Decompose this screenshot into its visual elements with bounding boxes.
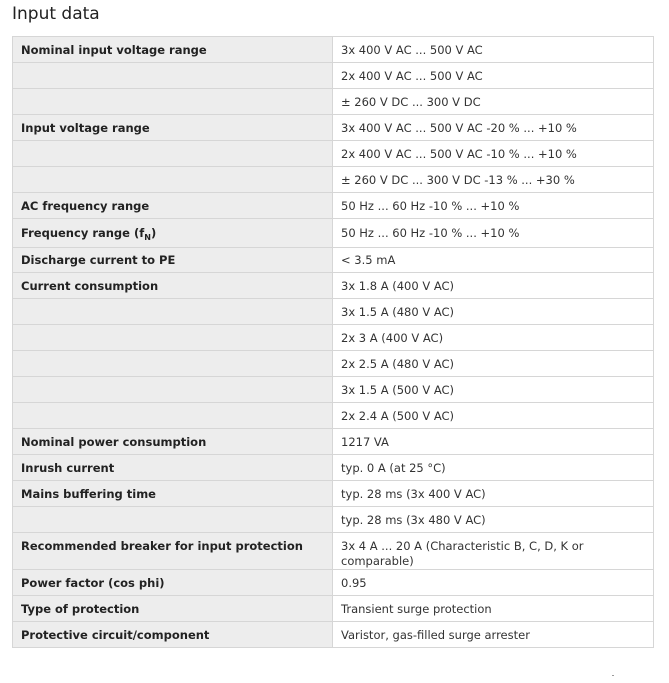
row-value: 0.95 [333,570,654,596]
table-row [13,89,654,115]
input-data-table [12,36,654,648]
row-value: ± 260 V DC ... 300 V DC -13 % ... +30 % [333,167,654,193]
table-row [13,63,654,89]
row-label [13,141,333,167]
row-label [13,403,333,429]
table-row [13,299,654,325]
table-row [13,351,654,377]
table-row [13,533,654,570]
row-value: 3x 400 V AC ... 500 V AC -20 % ... +10 % [333,115,654,141]
row-label: Discharge current to PE [13,248,333,273]
table-row [13,167,654,193]
row-value: typ. 28 ms (3x 480 V AC) [333,507,654,533]
table-row [13,429,654,455]
table-row [13,325,654,351]
row-value: < 3.5 mA [333,248,654,273]
table-row [13,403,654,429]
row-label: Input voltage range [13,115,333,141]
row-label-text: Frequency range (f [21,226,145,240]
row-value: 2x 400 V AC ... 500 V AC -10 % ... +10 % [333,141,654,167]
row-value: ± 260 V DC ... 300 V DC [333,89,654,115]
table-row [13,507,654,533]
row-label: Mains buffering time [13,481,333,507]
row-value: 3x 1.8 A (400 V AC) [333,273,654,299]
row-label-subscript: N [144,233,151,242]
row-value: 3x 1.5 A (500 V AC) [333,377,654,403]
row-value: typ. 0 A (at 25 °C) [333,455,654,481]
row-value: 3x 4 A ... 20 A (Characteristic B, C, D, K or comparable) [333,533,654,570]
table-row [13,455,654,481]
row-label [13,299,333,325]
table-row [13,596,654,622]
row-value: 1217 VA [333,429,654,455]
row-label: Nominal input voltage range [13,37,333,63]
row-value: 2x 400 V AC ... 500 V AC [333,63,654,89]
row-label: Current consumption [13,273,333,299]
row-value: 2x 2.5 A (480 V AC) [333,351,654,377]
stray-mark [612,675,614,676]
row-value: 50 Hz ... 60 Hz -10 % ... +10 % [333,219,654,248]
row-label: Nominal power consumption [13,429,333,455]
row-label [13,167,333,193]
table-row [13,193,654,219]
table-row [13,481,654,507]
row-label: Type of protection [13,596,333,622]
row-label [13,219,333,248]
table-row [13,273,654,299]
row-label: Protective circuit/component [13,622,333,648]
row-label: AC frequency range [13,193,333,219]
table-row [13,141,654,167]
table-row [13,219,654,248]
table-row [13,377,654,403]
row-value: 3x 1.5 A (480 V AC) [333,299,654,325]
row-value: Transient surge protection [333,596,654,622]
row-label [13,377,333,403]
row-label: Inrush current [13,455,333,481]
row-label [13,89,333,115]
row-label-suffix: ) [150,226,157,240]
table-row [13,248,654,273]
row-value: 3x 400 V AC ... 500 V AC [333,37,654,63]
table-row [13,37,654,63]
row-label [13,507,333,533]
row-label [13,63,333,89]
section-title: Input data [12,4,100,24]
table-row [13,115,654,141]
row-value: typ. 28 ms (3x 400 V AC) [333,481,654,507]
row-value: 2x 2.4 A (500 V AC) [333,403,654,429]
table-row [13,570,654,596]
row-value: Varistor, gas-filled surge arrester [333,622,654,648]
row-label: Power factor (cos phi) [13,570,333,596]
row-value: 50 Hz ... 60 Hz -10 % ... +10 % [333,193,654,219]
row-value: 2x 3 A (400 V AC) [333,325,654,351]
row-label [13,351,333,377]
table-row [13,622,654,648]
row-label: Recommended breaker for input protection [13,533,333,570]
row-label [13,325,333,351]
